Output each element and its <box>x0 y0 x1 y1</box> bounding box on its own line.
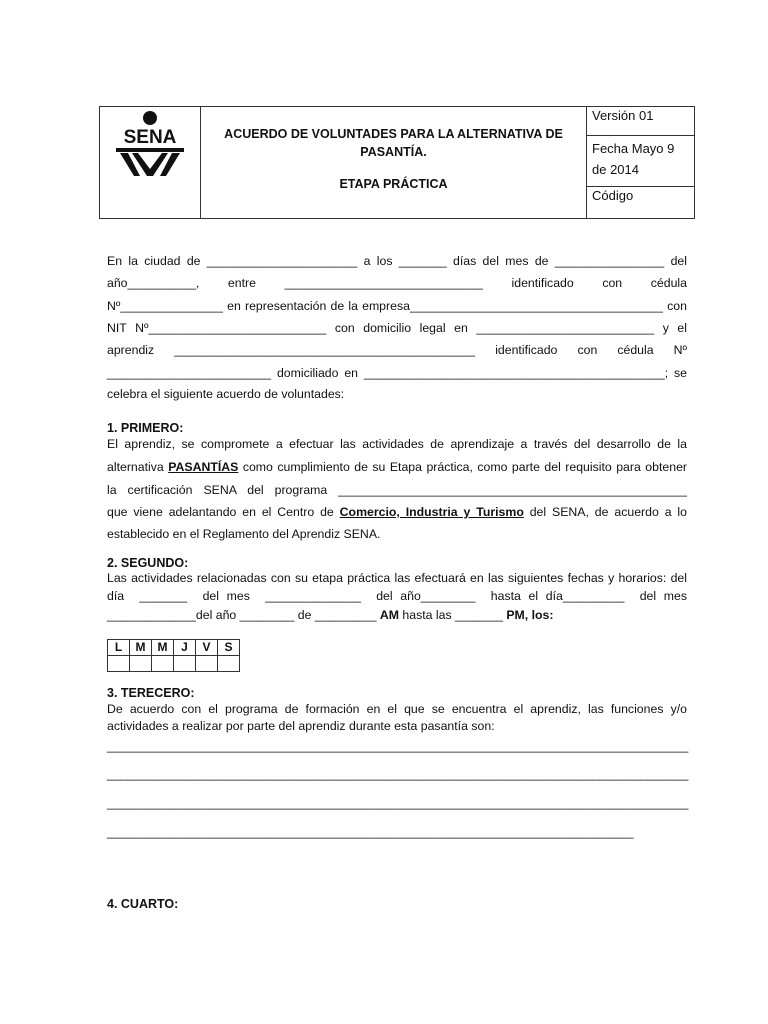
blank-line[interactable]: _____________________________________________________________________________________ <box>107 739 689 753</box>
section-text: la certificación SENA del programa ___________________________________________________ <box>107 483 687 497</box>
weekday-table <box>107 639 240 672</box>
section-text: actividades a realizar por parte del aprendiz durante esta pasantía son: <box>107 719 495 733</box>
section-text: establecido en el Reglamento del Aprendiz SENA. <box>107 527 381 541</box>
date-field: Fecha Mayo 9 de 2014 <box>587 136 694 187</box>
weekday-blank-cell[interactable] <box>152 656 174 672</box>
weekday-blank-cell[interactable] <box>174 656 196 672</box>
weekday-cell: L <box>108 640 130 656</box>
section-heading-cuarto: 4. CUARTO: <box>107 897 179 911</box>
section-text: Las actividades relacionadas con su etapa práctica las efectuará en las siguientes fechas y horarios: del <box>107 571 687 585</box>
meta-cell <box>587 107 694 218</box>
section-text: alternativa PASANTÍAS como cumplimiento de su Etapa práctica, como parte del requisito para obtener <box>107 460 687 474</box>
weekday-cell: S <box>218 640 240 656</box>
weekday-blank-row <box>108 656 240 672</box>
sena-logo-icon <box>110 109 190 181</box>
section-text: que viene adelantando en el Centro de Comercio, Industria y Turismo del SENA, de acuerdo a lo <box>107 505 687 519</box>
section-heading-tercero: 3. TERECERO: <box>107 686 195 700</box>
weekday-cell: M <box>152 640 174 656</box>
document-title-cell <box>201 107 587 218</box>
intro-line: En la ciudad de ______________________ a los _______ días del mes de ________________ del <box>107 254 687 268</box>
version-field: Versión 01 <box>587 107 694 136</box>
code-field: Código <box>592 188 634 203</box>
weekday-blank-cell[interactable] <box>130 656 152 672</box>
intro-line: celebra el siguiente acuerdo de voluntades: <box>107 387 345 401</box>
document-title: ACUERDO DE VOLUNTADES PARA LA ALTERNATIVA DE PASANTÍA. <box>224 127 563 159</box>
intro-line: año__________, entre _____________________________ identificado con cédula <box>107 276 687 290</box>
logo-cell <box>100 107 201 218</box>
section-text: _____________del año ________ de _________ AM hasta las _______ PM, los: <box>107 608 554 622</box>
section-text: De acuerdo con el programa de formación en el que se encuentra el aprendiz, las funciones y/o <box>107 702 687 716</box>
pasantias-emphasis: PASANTÍAS <box>168 460 239 474</box>
weekday-cell: M <box>130 640 152 656</box>
weekday-blank-cell[interactable] <box>218 656 240 672</box>
logo-text: SENA <box>123 127 177 148</box>
document-subtitle: ETAPA PRÁCTICA <box>339 177 448 191</box>
blank-line[interactable]: _____________________________________________________________________________________ <box>107 796 689 810</box>
intro-line: aprendiz ____________________________________________ identificado con cédula Nº <box>107 343 687 357</box>
weekday-blank-cell[interactable] <box>196 656 218 672</box>
intro-line: ________________________ domiciliado en ____________________________________________; se <box>107 366 687 380</box>
intro-line: Nº_______________ en representación de la empresa_____________________________________ con <box>107 299 687 313</box>
weekday-header-row <box>108 640 240 656</box>
blank-line[interactable]: _____________________________________________________________________________________ <box>107 767 689 781</box>
section-text: El aprendiz, se compromete a efectuar las actividades de aprendizaje a través del desarrollo de la <box>107 437 687 451</box>
blank-line[interactable]: _____________________________________________________________________________ <box>107 825 634 839</box>
section-heading-primero: 1. PRIMERO: <box>107 421 184 435</box>
centro-name: Comercio, Industria y Turismo <box>339 505 524 519</box>
intro-line: NIT Nº__________________________ con domicilio legal en __________________________ y el <box>107 321 687 335</box>
header-table <box>99 106 695 219</box>
weekday-cell: J <box>174 640 196 656</box>
weekday-cell: V <box>196 640 218 656</box>
section-heading-segundo: 2. SEGUNDO: <box>107 556 189 570</box>
section-text: día _______ del mes ______________ del año________ hasta el día_________ del mes <box>107 589 687 603</box>
weekday-blank-cell[interactable] <box>108 656 130 672</box>
